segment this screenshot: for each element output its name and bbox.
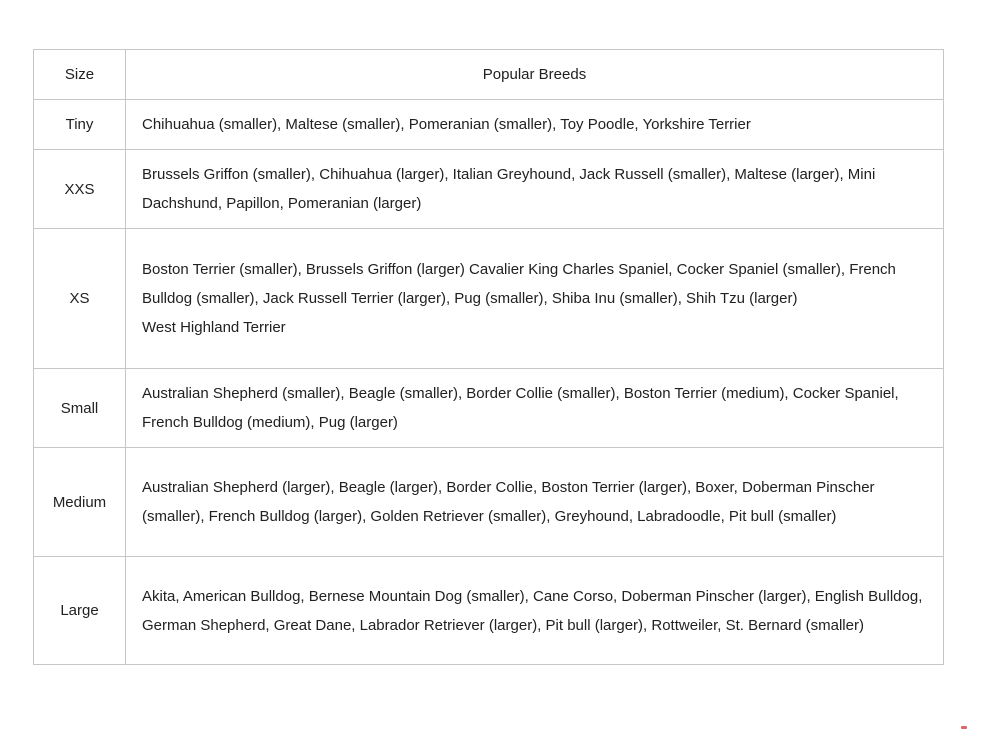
breeds-cell: [126, 557, 944, 665]
table-row-medium: [34, 448, 944, 557]
breeds-cell: [126, 229, 944, 369]
column-header-popular-breeds: Popular Breeds: [126, 50, 944, 100]
size-cell: Large: [34, 557, 126, 665]
size-cell: XXS: [34, 150, 126, 229]
size-cell: Medium: [34, 448, 126, 557]
size-cell: Small: [34, 369, 126, 448]
breeds-text-line2: West Highland Terrier: [142, 319, 286, 336]
table-row-xxs: [34, 150, 944, 229]
breeds-text: Boston Terrier (smaller), Brussels Griffon (larger) Cavalier King Charles Spaniel, Cocker Spaniel (smaller), French Bulldog (smaller), Jack Russell Terrier (larger), Pug (smaller), Shiba Inu (smaller), Shih Tzu (larger): [142, 261, 896, 307]
breeds-text: Australian Shepherd (smaller), Beagle (smaller), Border Collie (smaller), Boston Terrier (medium), Cocker Spaniel, French Bulldog (medium), Pug (larger): [142, 385, 899, 431]
size-cell: XS: [34, 229, 126, 369]
table-header-row: [34, 50, 944, 100]
breeds-cell: [126, 100, 944, 150]
breeds-cell: [126, 369, 944, 448]
table-row-large: [34, 557, 944, 665]
table-row-xs: [34, 229, 944, 369]
breeds-text: Chihuahua (smaller), Maltese (smaller), Pomeranian (smaller), Toy Poodle, Yorkshire Terrier: [142, 116, 751, 133]
table-row-tiny: [34, 100, 944, 150]
breeds-cell: [126, 448, 944, 557]
table-row-small: [34, 369, 944, 448]
breeds-cell: [126, 150, 944, 229]
column-header-size: Size: [34, 50, 126, 100]
dog-size-breeds-table: [33, 49, 944, 665]
breeds-text: Australian Shepherd (larger), Beagle (larger), Border Collie, Boston Terrier (larger), Boxer, Doberman Pinscher (smaller), French Bulldog (larger), Golden Retriever (smaller), Greyhound, Labradoodle, Pit bull (smaller): [142, 479, 875, 525]
breeds-text: Brussels Griffon (smaller), Chihuahua (larger), Italian Greyhound, Jack Russell (smaller), Maltese (larger), Mini Dachshund, Papillon, Pomeranian (larger): [142, 166, 876, 212]
breeds-text: Akita, American Bulldog, Bernese Mountain Dog (smaller), Cane Corso, Doberman Pinscher (larger), English Bulldog, German Shepherd, Great Dane, Labrador Retriever (larger), Pit bull (larger), Rottweiler, St. Bernard (smaller): [142, 587, 923, 634]
stray-red-mark: [961, 726, 967, 729]
size-cell: Tiny: [34, 100, 126, 150]
